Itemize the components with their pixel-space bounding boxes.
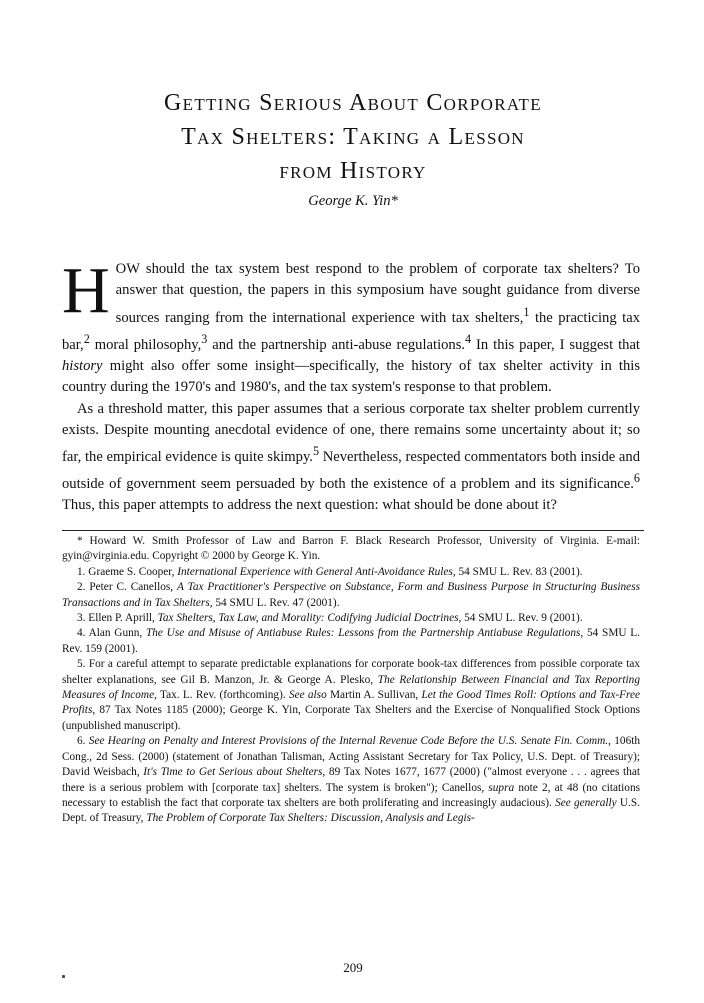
footnote-2: 2. Peter C. Canellos, A Tax Practitioner's Perspective on Substance, Form and Business Purpose in Structuring Business Transactions and in Tax Shelters, 54 SMU L. Rev. 47 (2001).	[62, 581, 640, 609]
footnote-ref[interactable]: 6	[633, 471, 640, 486]
footnote-star: * Howard W. Smith Professor of Law and Barron F. Black Research Professor, University of Virginia. E-mail: gyin@virginia.edu. Copyright © 2000 by George K. Yin.	[62, 535, 640, 563]
paragraph: As a threshold matter, this paper assumes that a serious corporate tax shelter problem currently exists. Despite mounting anecdotal evidence of one, there remains some uncertainty about it; so far, the empirical evidence is quite skimpy.$^5$ Nevertheless, respected commentators both inside and outside of government seem persuaded by both the existence of a problem and its significance.$^6$ Thus, this paper attempts to address the next question: what should be done about it?	[62, 400, 641, 514]
article-title	[62, 86, 644, 188]
page	[62, 0, 644, 1003]
footnotes	[62, 534, 640, 827]
paragraph: HOW should the tax system best respond to the problem of corporate tax shelters? To answer that question, the papers in this symposium have sought guidance from diverse sources ranging from the international experience with tax shelters,$^1$ the practicing tax bar,$^2$ moral philosophy,$^3$ and the partnership anti-abuse regulations.$^4$ In this paper, I suggest that history might also offer some insight—specifically, the history of tax shelter activity in this country during the 1970's and 1980's, and the tax system's response to that problem.	[62, 254, 640, 396]
footnote-4: 4. Alan Gunn, The Use and Misuse of Antiabuse Rules: Lessons from the Partnership Antiabuse Regulations, 54 SMU L. Rev. 159 (2001).	[62, 627, 640, 655]
drop-cap: H	[62, 254, 110, 327]
footnote-ref[interactable]: 2	[83, 331, 90, 346]
title-line: from History	[279, 158, 427, 184]
footnote-ref[interactable]: 4	[465, 331, 472, 346]
footnote-5: 5. For a careful attempt to separate predictable explanations for corporate book-tax differences from possible corporate tax shelter explanations, see Gil B. Manzon, Jr. & George A. Plesko, The Relationship Between Financial and Tax Reporting Measures of Income, Tax. L. Rev. (forthcoming). See also Martin A. Sullivan, Let the Good Times Roll: Options and Tax-Free Profits, 87 Tax Notes 1185 (2000); George K. Yin, Corporate Tax Shelters and the Exercise of Nonqualified Stock Options (unpublished manuscript).	[62, 658, 641, 732]
footnote-1: 1. Graeme S. Cooper, International Experience with General Anti-Avoidance Rules, 54 SMU L. Rev. 83 (2001).	[77, 565, 583, 578]
scan-speck	[62, 975, 65, 978]
footnote-3: 3. Ellen P. Aprill, Tax Shelters, Tax Law, and Morality: Codifying Judicial Doctrines, 54 SMU L. Rev. 9 (2001).	[77, 612, 583, 625]
author-byline: George K. Yin*	[308, 193, 398, 209]
footnote-6: 6. See Hearing on Penalty and Interest Provisions of the Internal Revenue Code Before the U.S. Senate Fin. Comm., 106th Cong., 2d Sess. (2000) (statement of Jonathan Talisman, Acting Assistant Secretary for Tax Policy, U.S. Dept. of Treasury); David Weisbach, It's Time to Get Serious about Shelters, 89 Tax Notes 1677, 1677 (2000) ("almost everyone . . . agrees that there is a serious problem with [corporate tax] shelters. The system is broken"); Canellos, supra note 2, at 48 (no citations necessary to establish the fact that corporate tax shelters are both proliferating and increasingly audacious). See generally U.S. Dept. of Treasury, The Problem of Corporate Tax Shelters: Discussion, Analysis and Legis-	[62, 735, 641, 825]
title-line: Getting Serious About Corporate	[164, 90, 542, 116]
footnote-ref[interactable]: 3	[201, 331, 208, 346]
footnote-divider	[62, 530, 644, 531]
footnote-ref[interactable]: 1	[523, 304, 530, 319]
footnote-ref[interactable]: 5	[312, 444, 320, 459]
page-number: 209	[343, 960, 363, 975]
body-text	[62, 254, 641, 517]
title-line: Tax Shelters: Taking a Lesson	[181, 124, 525, 150]
